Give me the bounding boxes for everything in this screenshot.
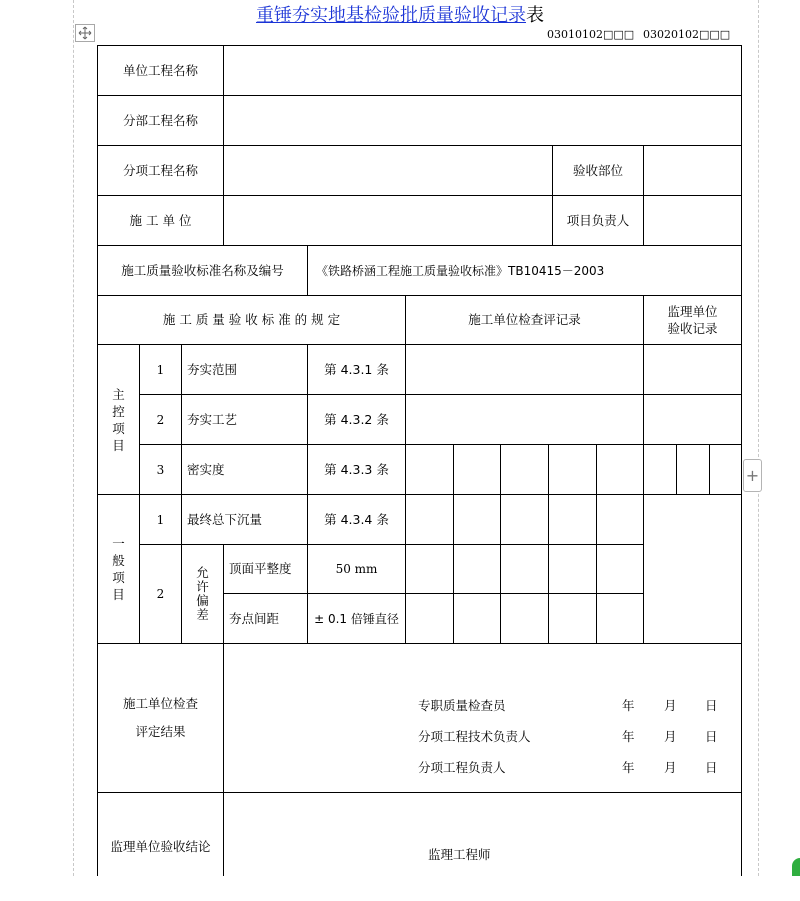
group-char: 控 xyxy=(112,403,125,419)
project-manager-field[interactable] xyxy=(644,196,741,245)
date-month: 月 xyxy=(664,760,677,775)
main-row-2-item: 夯实工艺 xyxy=(187,411,238,427)
flatness-value: 50 mm xyxy=(335,562,378,576)
standard-value: 《铁路桥涵工程施工质量验收标准》TB10415－2003 xyxy=(316,263,605,278)
division-project-field[interactable] xyxy=(224,96,741,145)
add-column-button[interactable] xyxy=(743,459,762,492)
quality-inspector-label: 专职质量检查员 xyxy=(418,698,506,713)
allowable-deviation-label xyxy=(182,545,223,643)
general-row-1-no: 1 xyxy=(156,512,165,527)
group-char: 目 xyxy=(112,587,125,602)
main-items-group-label xyxy=(98,345,139,494)
date-day: 日 xyxy=(705,729,718,744)
group-char: 一 xyxy=(112,536,125,551)
date-day: 日 xyxy=(705,698,718,713)
project-manager-label: 项目负责人 xyxy=(566,212,630,228)
acceptance-part-label: 验收部位 xyxy=(572,162,623,178)
main-row-3-no: 3 xyxy=(156,462,165,477)
main-row-3-clause: 第 4.3.3 条 xyxy=(324,461,389,477)
flatness-item: 顶面平整度 xyxy=(229,561,292,576)
supervisor-record-header xyxy=(644,296,741,344)
form-code-2: 03020102□□□ xyxy=(643,28,731,41)
date-year: 年 xyxy=(622,698,635,713)
spec-column-header: 施 工 质 量 验 收 标 准 的 规 定 xyxy=(162,312,341,327)
date-month: 月 xyxy=(664,698,677,713)
deviation-char: 差 xyxy=(196,607,209,622)
date-month: 月 xyxy=(664,729,677,744)
title-link[interactable]: 重锤夯实地基检验批质量验收记录 xyxy=(256,5,526,26)
subitem-project-label: 分项工程名称 xyxy=(122,162,198,178)
supervisor-conclusion-label: 监理单位验收结论 xyxy=(110,839,211,854)
result-label-line2: 评定结果 xyxy=(135,724,186,739)
unit-project-label: 单位工程名称 xyxy=(122,62,198,78)
spacing-value: ± 0.1 倍锤直径 xyxy=(314,611,399,626)
deviation-char: 偏 xyxy=(196,593,209,608)
contractor-label: 施 工 单 位 xyxy=(129,212,192,228)
unit-project-field[interactable] xyxy=(224,46,741,95)
spacing-item: 夯点间距 xyxy=(229,610,280,626)
date-day: 日 xyxy=(705,760,718,775)
deviation-char: 许 xyxy=(196,579,209,594)
tech-lead-label: 分项工程技术负责人 xyxy=(418,729,531,744)
date-year: 年 xyxy=(622,729,635,744)
contractor-result-label xyxy=(98,644,223,792)
general-row-2-no: 2 xyxy=(156,587,165,601)
form-code-1: 03010102□□□ xyxy=(547,28,635,41)
contractor-record-header: 施工单位检查评记录 xyxy=(468,312,581,327)
corner-widget xyxy=(792,858,800,876)
standard-label: 施工质量验收标准名称及编号 xyxy=(121,262,284,278)
subitem-lead-label: 分项工程负责人 xyxy=(418,760,506,775)
contractor-field[interactable] xyxy=(224,196,552,245)
subitem-project-field[interactable] xyxy=(224,146,552,195)
supervisor-record-line1: 监理单位 xyxy=(667,304,718,319)
plus-icon: + xyxy=(745,466,760,485)
group-char: 目 xyxy=(112,437,125,453)
group-char: 主 xyxy=(112,386,125,402)
main-row-3-item: 密实度 xyxy=(187,461,225,477)
main-row-2-clause: 第 4.3.2 条 xyxy=(324,411,389,427)
general-items-group-label xyxy=(98,495,139,643)
supervisor-engineer-label: 监理工程师 xyxy=(428,847,491,862)
date-year: 年 xyxy=(622,760,635,775)
result-label-line1: 施工单位检查 xyxy=(122,696,198,711)
division-project-label: 分部工程名称 xyxy=(122,112,198,128)
main-row-1-clause: 第 4.3.1 条 xyxy=(324,361,389,377)
acceptance-part-field[interactable] xyxy=(644,146,741,195)
main-row-1-item: 夯实范围 xyxy=(187,361,238,377)
main-row-2-no: 2 xyxy=(156,412,165,427)
title-suffix: 表 xyxy=(526,5,544,26)
general-row-1-clause: 第 4.3.4 条 xyxy=(324,511,389,527)
general-row-1-item: 最终总下沉量 xyxy=(187,511,263,527)
group-char: 般 xyxy=(112,553,125,568)
main-row-1-no: 1 xyxy=(156,362,165,377)
deviation-char: 允 xyxy=(196,565,209,580)
group-char: 项 xyxy=(112,420,125,436)
supervisor-record-line2: 验收记录 xyxy=(667,321,718,336)
group-char: 项 xyxy=(112,570,125,585)
